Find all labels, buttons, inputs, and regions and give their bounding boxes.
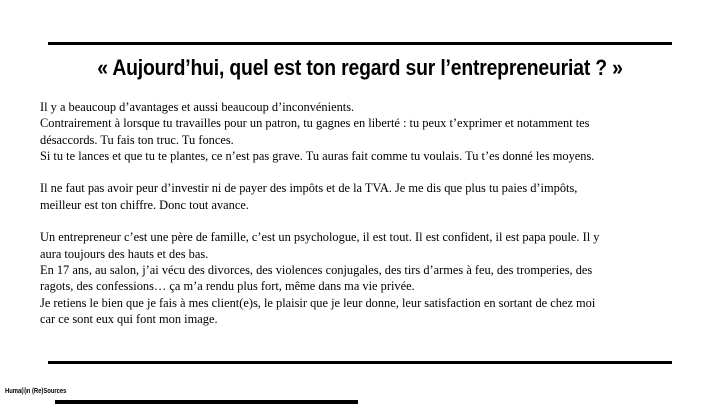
text-line: aura toujours des hauts et des bas. — [40, 246, 209, 261]
text-line: Contrairement à lorsque tu travailles pour un patron, tu gagnes en liberté : tu peux t’exprimer et notamment tes — [40, 116, 590, 131]
video-progress-bar[interactable] — [55, 400, 358, 404]
bottom-divider-rule — [48, 361, 672, 364]
text-line: car ce sont eux qui font mon image. — [40, 311, 218, 326]
paragraph — [40, 229, 688, 327]
text-line: Si tu te lances et que tu te plantes, ce n’est pas grave. Tu auras fait comme tu voulais. Tu t’es donné les moyens. — [40, 148, 595, 163]
text-line: meilleur est ton chiffre. Donc tout avance. — [40, 197, 249, 212]
text-line: En 17 ans, au salon, j’ai vécu des divorces, des violences conjugales, des tirs d’armes à feu, des tromperies, des — [40, 262, 593, 277]
text-line: Je retiens le bien que je fais à mes client(e)s, le plaisir que je leur donne, leur satisfaction en sortant de chez moi — [40, 295, 596, 310]
page-title: « Aujourd’hui, quel est ton regard sur l’entrepreneuriat ? » — [97, 55, 623, 80]
text-line: désaccords. Tu fais ton truc. Tu fonces. — [40, 132, 234, 147]
text-line: Il ne faut pas avoir peur d’investir ni de payer des impôts et de la TVA. Je me dis que plus tu paies d’impôts, — [40, 181, 578, 196]
body-text — [40, 99, 688, 327]
text-line: Il y a beaucoup d’avantages et aussi beaucoup d’inconvénients. — [40, 100, 355, 114]
text-line: Un entrepreneur c’est une père de famille, c’est un psychologue, il est tout. Il est confident, il est papa poule. Il y — [40, 230, 600, 245]
top-divider-rule — [48, 42, 672, 45]
text-line: ragots, des confessions… ça m’a rendu plus fort, même dans ma vie privée. — [40, 279, 415, 294]
paragraph — [40, 99, 688, 164]
paragraph — [40, 180, 688, 213]
brand-watermark: Huma(i)n (Re)Sources — [5, 386, 67, 395]
